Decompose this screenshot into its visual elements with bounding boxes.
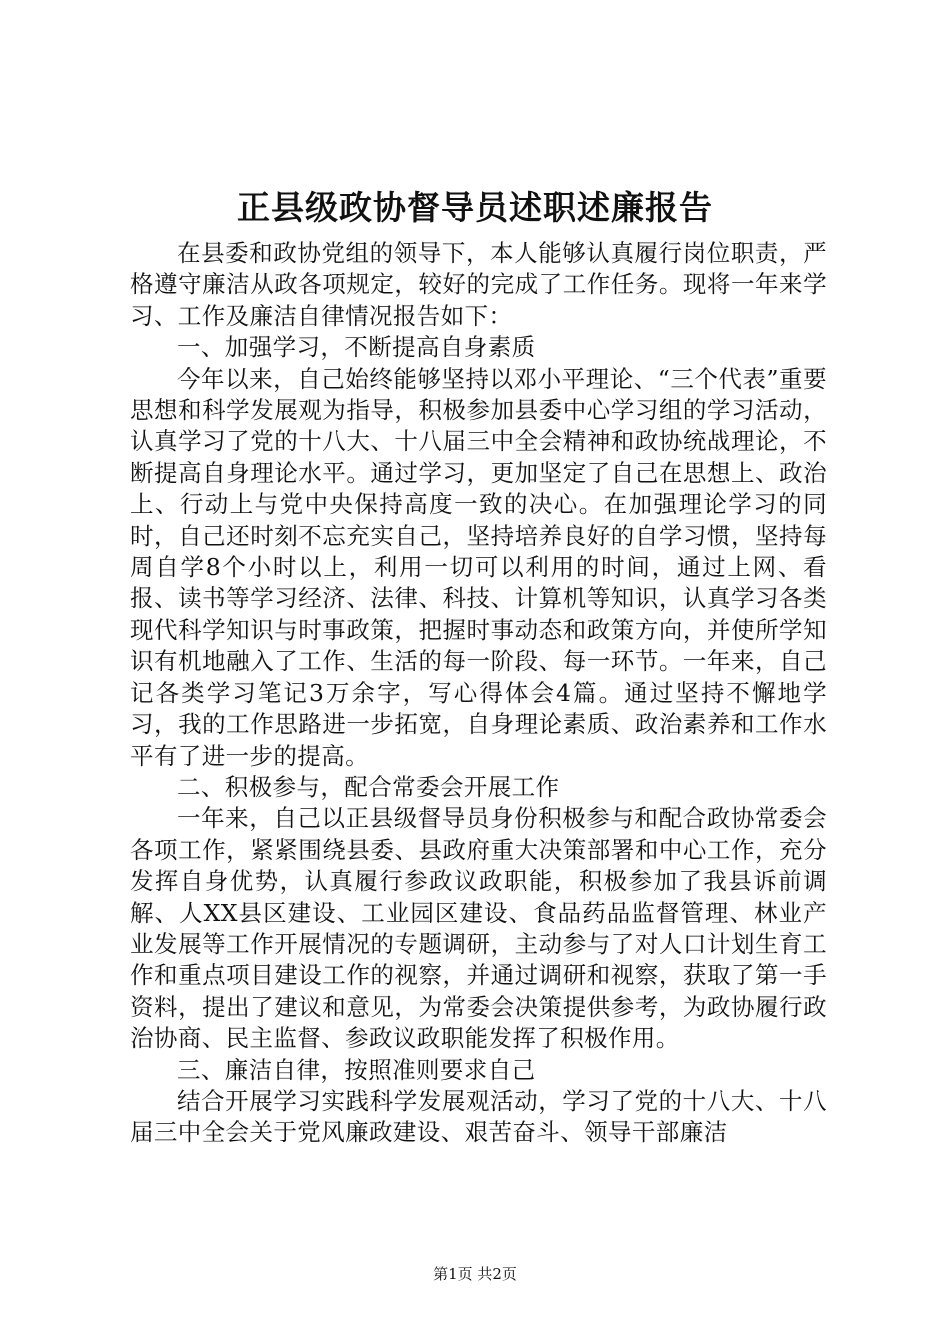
section-heading-2: 二、积极参与，配合常委会开展工作: [177, 772, 560, 801]
section-paragraph-3: 结合开展学习实践科学发展观活动，学习了党的十八大、十八届三中全会关于党风廉政建设、艰苦奋斗、领导干部廉洁: [130, 1086, 827, 1147]
section-paragraph-1: 今年以来，自己始终能够坚持以邓小平理论、“三个代表”重要思想和科学发展观为指导，积极参加县委中心学习组的学习活动，认真学习了党的十八大、十八届三中全会精神和政协统战理论，不断提高自身理论水平。通过学习，更加坚定了自己在思想上、政治上、行动上与党中央保持高度一致的决心。在加强理论学习的同时，自己还时刻不忘充实自己，坚持培养良好的自学习惯，坚持每周自学8个小时以上，利用一切可以利用的时间，通过上网、看报、读书等学习经济、法律、科技、计算机等知识，认真学习各类现代科学知识与时事政策，把握时事动态和政策方向，并使所学知识有机地融入了工作、生活的每一阶段、每一环节。一年来，自己记各类学习笔记3万余字，写心得体会4篇。通过坚持不懈地学习，我的工作思路进一步拓宽，自身理论素质、政治素养和工作水平有了进一步的提高。: [130, 364, 827, 770]
section-heading-3: 三、廉洁自律，按照准则要求自己: [177, 1055, 536, 1084]
document-body: [130, 238, 827, 1149]
section-paragraph-2: 一年来，自己以正县级督导员身份积极参与和配合政协常委会各项工作，紧紧围绕县委、县政府重大决策部署和中心工作，充分发挥自身优势，认真履行参政议政职能，积极参加了我县诉前调解、人XX县区建设、工业园区建设、食品药品监督管理、林业产业发展等工作开展情况的专题调研，主动参与了对人口计划生育工作和重点项目建设工作的视察，并通过调研和视察，获取了第一手资料，提出了建议和意见，为常委会决策提供参考，为政协履行政治协商、民主监督、参政议政职能发挥了积极作用。: [130, 804, 827, 1053]
page-title: 正县级政协督导员述职述廉报告: [237, 188, 713, 227]
section-heading-1: 一、加强学习，不断提高自身素质: [177, 333, 536, 362]
page-number-footer: 第1页 共2页: [433, 1265, 517, 1283]
intro-paragraph: 在县委和政协党组的领导下，本人能够认真履行岗位职责，严格遵守廉洁从政各项规定，较好的完成了工作任务。现将一年来学习、工作及廉洁自律情况报告如下：: [130, 239, 827, 330]
